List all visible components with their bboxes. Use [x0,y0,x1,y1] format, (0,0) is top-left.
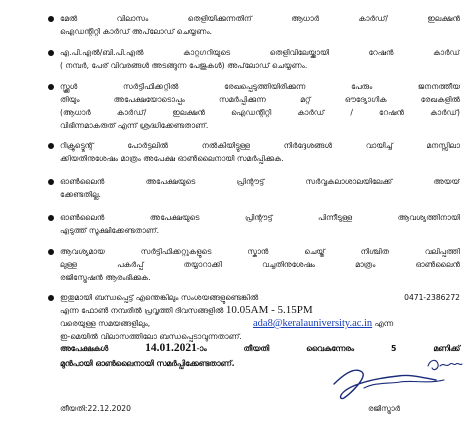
signatory-designation: രജിസ്ട്രാർ [368,404,401,413]
item-line: ഓൺലൈൻ അപേക്ഷയുടെ പ്രിന്റൗട്ട് സർവ്വകലാശാലയിലേക്ക് അയയ് [60,177,460,186]
bullet-icon [48,16,54,22]
contact-email-suffix: എന്ന [374,319,394,328]
item-line: ക്കേണ്ടതില്ല. [60,190,101,199]
list-item [60,80,460,132]
email-link[interactable]: ada8@keralauniversity.ac.in [253,318,373,329]
bullet-icon [48,295,54,301]
list-item [60,245,460,284]
deadline-prefix: അപേക്ഷകൾ [60,344,109,353]
item-line: ആവശ്യമായ സർട്ടിഫിക്കറ്റുകളുടെ സ്കാൻ ചെയ്ത് നിശ്ചിത വലിപ്പത്തി [60,247,460,256]
list-item [60,211,460,237]
bullet-icon [48,143,54,149]
item-line: (ആധാർ കാർഡ്/ ഇലക്ഷൻ ഐഡന്റിറ്റി കാർഡ് / റേഷൻ കാർഡ്) [60,108,460,117]
item-line: എടുത്ത് സൂക്ഷിക്കേണ്ടതാണ്. [60,226,160,235]
phone-number: 0471-2386272 [404,293,460,302]
item-line: എ.പി.എൽ/ബി.പി.എൽ കാറ്റഗറിയുടെ തെളിവിലേയ്ക്കായി റേഷൻ കാർഡ് [60,48,460,57]
item-line: റിക്രൂട്ട്മെന്റ് പോർട്ടലിൽ നൽകിയിട്ടുള്ള നിർദ്ദേശങ്ങൾ വായിച്ച് മനസ്സിലാ [60,141,460,150]
registrar-signature [328,354,468,402]
item-line: തിയും അപേക്ഷയോടൊപ്പം സമർപ്പിക്കുന്ന മറ്റ് ഔദ്യോഗിക രേഖകളിൽ [60,95,460,104]
item-line: രജിസ്ട്രേഷൻ ആരംഭിക്കുക. [60,273,151,282]
bullet-icon [48,179,54,185]
contact-line-4: ഇ-മെയിൽ വിലാസത്തിലോ ബന്ധപ്പെടാവുന്നതാണ്. [60,332,242,341]
contact-line-3 [60,317,460,330]
contact-line-1 [60,291,460,304]
item-line: മേൽ വിലാസം തെളിയിക്കുന്നതിന് ആധാർ കാർഡ്/ ഇലക്ഷൻ [60,14,460,23]
item-line: വിഭിന്നമാകരുത് എന്ന് ശ്രദ്ധിക്കേണ്ടതാണ്. [60,121,209,130]
item-line: ( നമ്പർ, പേര് വിവരങ്ങൾ അടങ്ങുന്ന പേജുകൾ) അപ്‌ലോഡ് ചെയ്യണം. [60,61,308,70]
bullet-icon [48,215,54,221]
deadline-line-2: മുൻപായി ഓൺലൈനായി സമർപ്പിക്കേണ്ടതാണ്. [60,359,235,368]
item-line: ക്കിയതിനുശേഷം മാത്രം അപേക്ഷ ഓൺലൈനായി സമർപ്പിക്കുക. [60,154,284,163]
contact-item [60,291,460,343]
list-item [60,12,460,38]
contact-email-prefix: വരെയുള്ള സമയങ്ങളിലും, [60,319,151,328]
deadline-suffix: -ാം തീയതി വൈകുന്നേരം 5 മണിക്ക് [196,344,460,353]
list-item [60,175,460,201]
contact-line-2 [60,304,460,317]
list-item [60,139,460,165]
bullet-icon [48,249,54,255]
item-line: ഓൺലൈൻ അപേക്ഷയുടെ പ്രിന്റൗട്ട് പിന്നീടുള്ള ആവശ്യത്തിനായി [60,213,460,222]
contact-intro-text: ഇതുമായി ബന്ധപ്പെട്ട് എന്തെങ്കിലും സംശയങ്ങളുണ്ടെങ്കിൽ [60,293,259,302]
deadline-date: 14.01.2021 [145,342,197,354]
item-line: ഐഡന്റിറ്റി കാർഡ് അപ്‌ലോഡ് ചെയ്യണം. [60,27,213,36]
issue-date: തീയതി:22.12.2020 [60,404,131,413]
bullet-icon [48,84,54,90]
bullet-icon [48,50,54,56]
office-hours: 10.05AM - 5.15PM [225,304,313,316]
item-line: സ്ക്കൂൾ സർട്ടിഫിക്കറ്റിൽ രേഖപ്പെടുത്തിയിരിക്കുന്ന പേരും ജനനത്തീയ [60,82,460,91]
list-item [60,46,460,72]
contact-hours-prefix: എന്ന ഫോൺ നമ്പരിൽ പ്രവൃത്തി ദിവസങ്ങളിൽ [60,306,224,315]
item-line: ലുള്ള പകർപ്പ് തയ്യാറാക്കി വച്ചതിനുശേഷം മാത്രം ഓൺലൈൻ [60,260,460,269]
